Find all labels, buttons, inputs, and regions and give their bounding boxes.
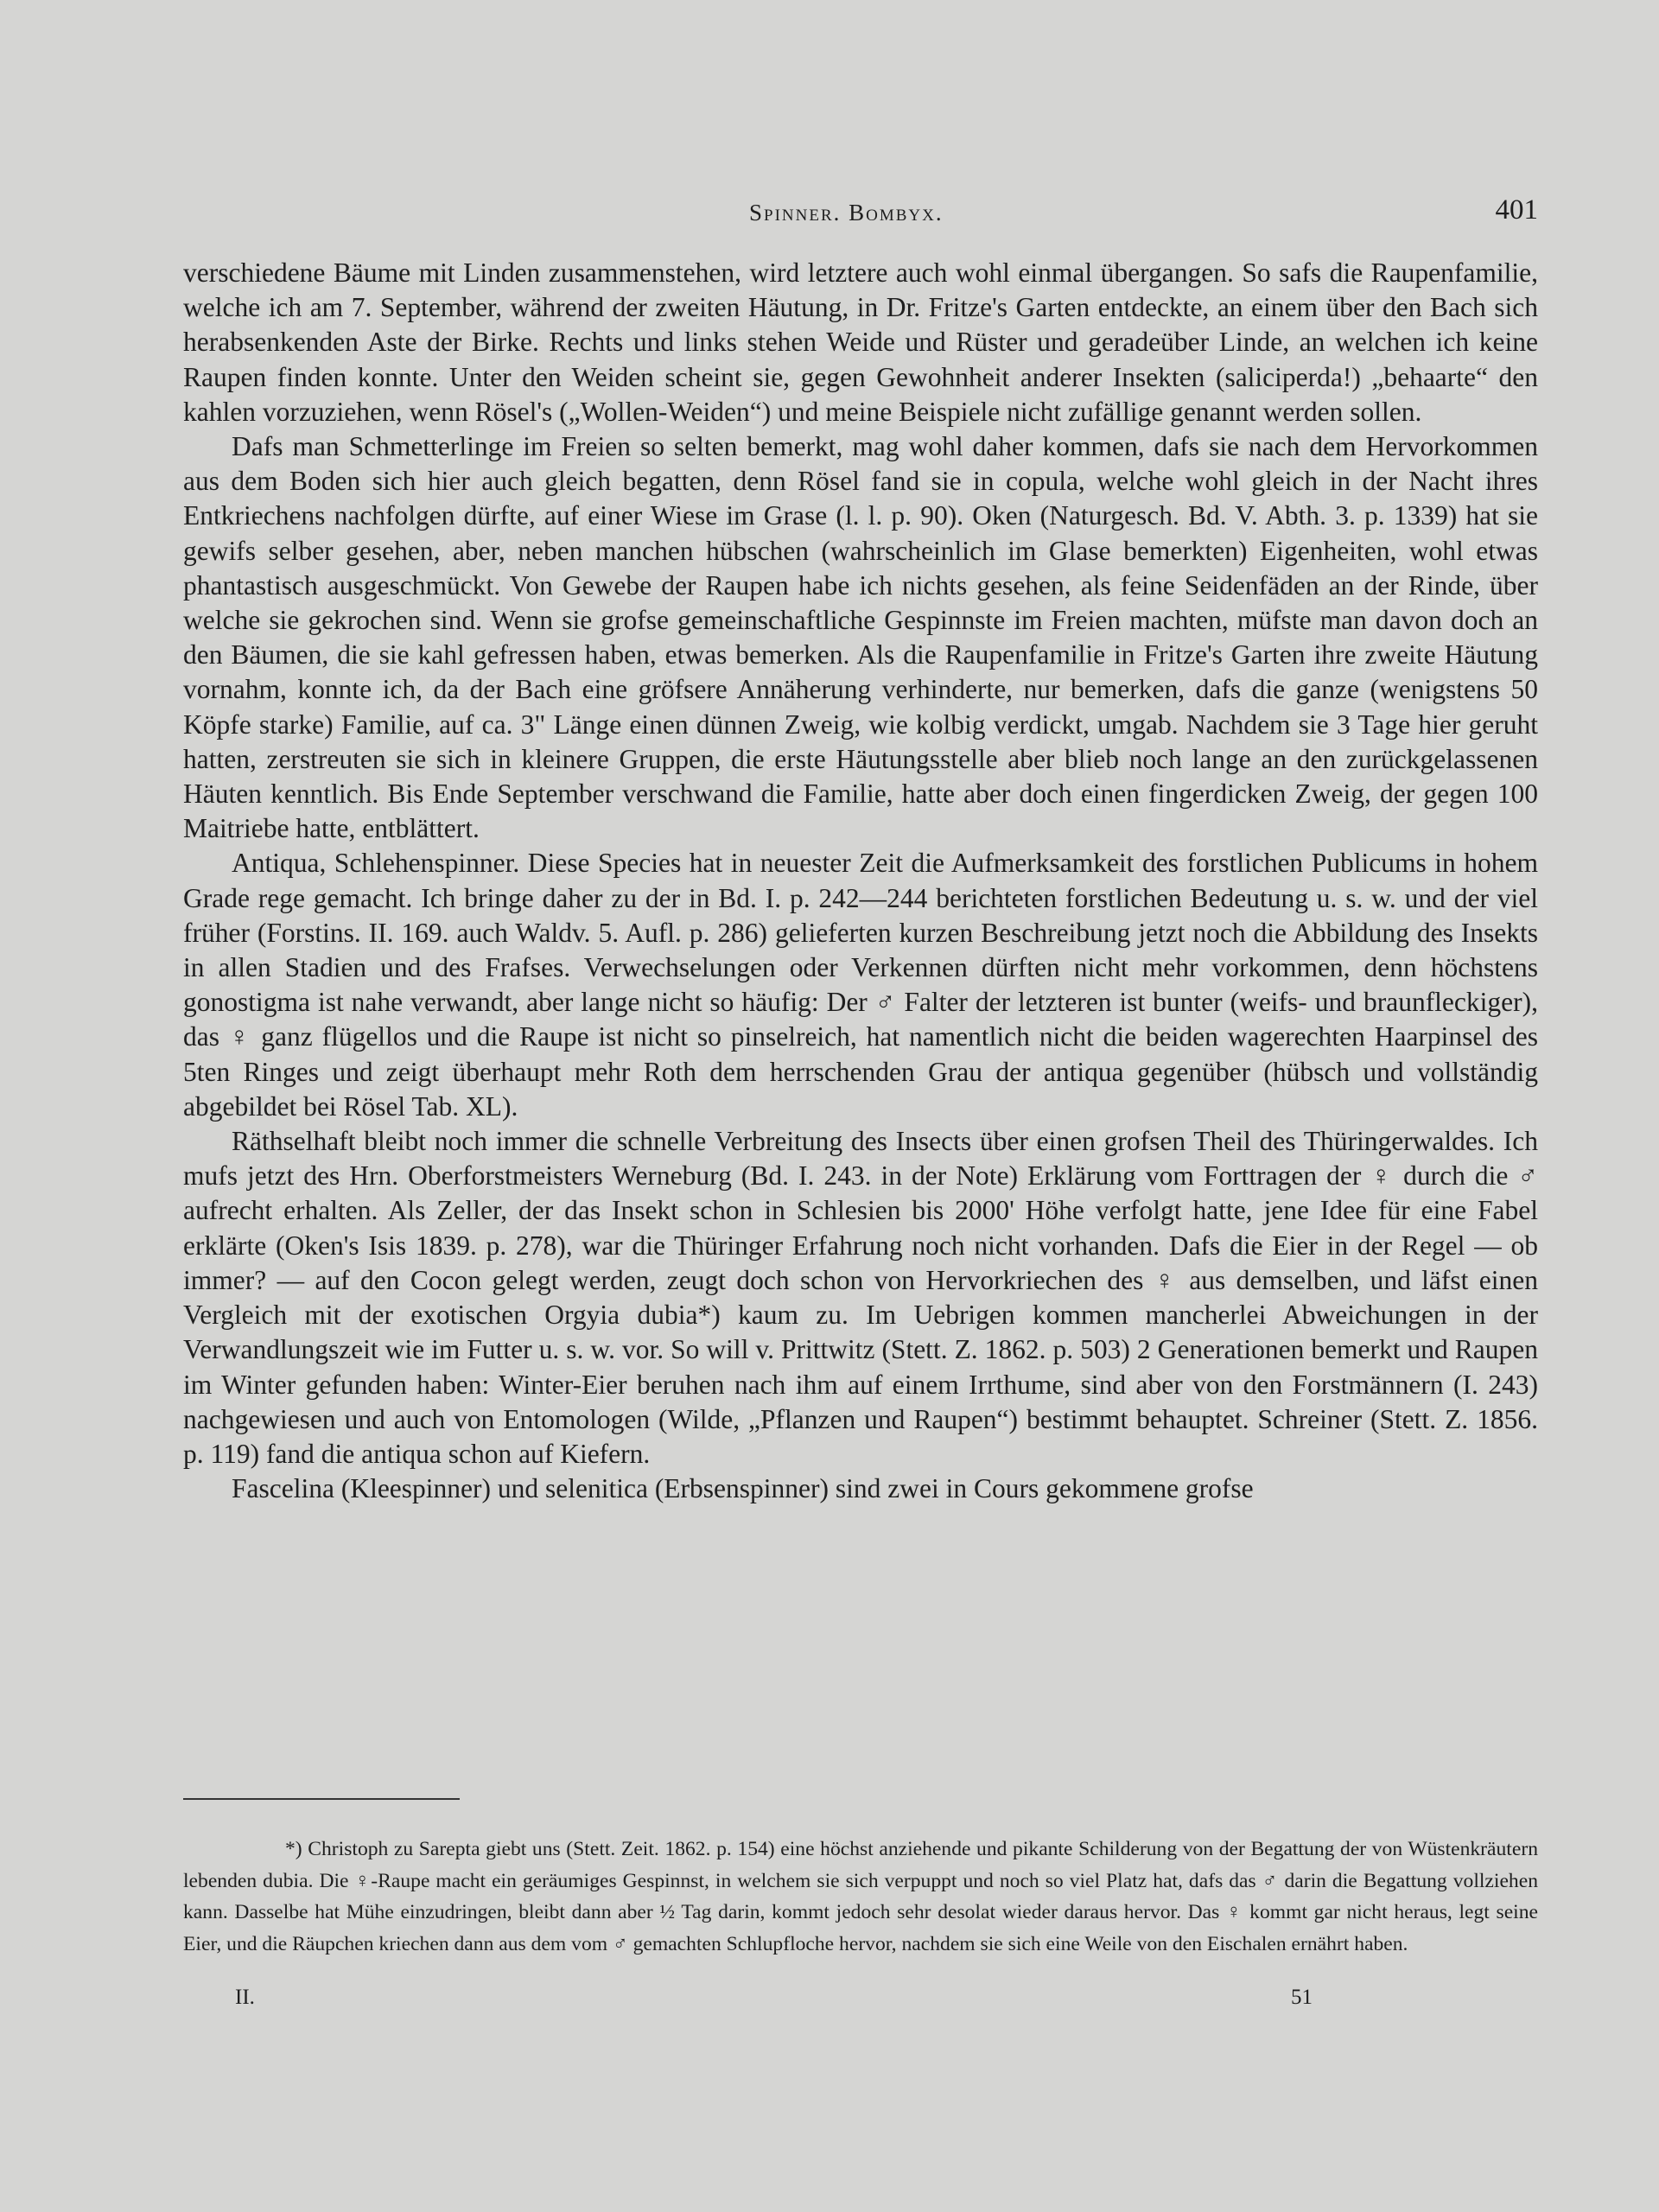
paragraph-observation: Dafs man Schmetterlinge im Freien so selten bemerkt, mag wohl daher kommen, dafs sie nach dem Hervorkommen aus dem Boden sich hier auch gleich begatten, denn Rösel fand sie in copula, welche wohl gleich in der Nacht ihres Entkriechens nachfolgen dürfte, auf einer Wiese im Grase (l. l. p. 90). Oken (Naturgesch. Bd. V. Abth. 3. p. 1339) hat sie gewifs selber gesehen, aber, neben manchen hübschen (wahrscheinlich im Glase bemerkten) Eigenheiten, wohl etwas phantastisch ausgeschmückt. Von Gewebe der Raupen habe ich nichts gesehen, als feine Seidenfäden an der Rinde, über welche sie gekrochen sind. Wenn sie grofse gemeinschaftliche Gespinnste im Freien machten, müfste man davon doch an den Bäumen, die sie kahl gefressen haben, etwas bemerken. Als die Raupenfamilie in Fritze's Garten ihre zweite Häutung vornahm, konnte ich, da der Bach eine gröfsere Annäherung verhinderte, nur bemerken, dafs die ganze (wenigstens 50 Köpfe starke) Familie, auf ca. 3" Länge einen dünnen Zweig, wie kolbig verdickt, umgab. Nachdem sie 3 Tage hier geruht hatten, zerstreuten sie sich in kleinere Gruppen, die erste Häutungsstelle aber blieb noch lange an den zurückgelassenen Häuten kenntlich. Bis Ende September verschwand die Familie, hatte aber doch einen fingerdicken Zweig, der gegen 100 Maitriebe hatte, entblättert. [183,431,1538,844]
sheet-signature: 51 [1291,1986,1313,2009]
running-title: Spinner. Bombyx. [749,200,944,226]
page-header [183,194,1538,232]
page-number: 401 [1495,194,1538,226]
paragraph-continued: verschiedene Bäume mit Linden zusammenstehen, wird letztere auch wohl einmal übergangen. So safs die Raupenfamilie, welche ich am 7. September, während der zweiten Häutung, in Dr. Fritze's Garten entdeckte, an einem über den Bach sich herabsenkenden Aste der Birke. Rechts und links stehen Weide und Rüster und geradeüber Linde, an welchen ich keine Raupen finden konnte. Unter den Weiden scheint sie, gegen Gewohnheit anderer Insekten (saliciperda!) „behaarte“ den kahlen vorzuziehen, wenn Rösel's („Wollen-Weiden“) und meine Beispiele nicht zufällige genannt werden sollen. [183,257,1538,427]
page-footer [183,1986,1538,2017]
paragraph-fascelina: Fascelina (Kleespinner) und selenitica (Erbsenspinner) sind zwei in Cours gekommene grofse [232,1473,1254,1504]
footnote-divider [183,1798,460,1800]
body-text [183,256,1538,1506]
footnote: *) Christoph zu Sarepta giebt uns (Stett. Zeit. 1862. p. 154) eine höchst anziehende und pikante Schilderung von der Begattung der von Wüstenkräutern lebenden dubia. Die ♀-Raupe macht ein geräumiges Gespinnst, in welchem sie sich verpuppt und noch so viel Platz hat, dafs das ♂ darin die Begattung vollziehen kann. Dasselbe hat Mühe einzudringen, bleibt dann aber ½ Tag darin, kommt jedoch sehr desolat wieder daraus hervor. Das ♀ kommt gar nicht heraus, legt seine Eier, und die Räupchen kriechen dann aus dem vom ♂ gemachten Schlupfloche hervor, nachdem sie sich eine Weile von den Eischalen ernährt haben. [183,1838,1538,1955]
paragraph-spread: Räthselhaft bleibt noch immer die schnelle Verbreitung des Insects über einen grofsen Theil des Thüringerwaldes. Ich mufs jetzt des Hrn. Oberforstmeisters Werneburg (Bd. I. 243. in der Note) Erklärung vom Forttragen der ♀ durch die ♂ aufrecht erhalten. Als Zeller, der das Insekt schon in Schlesien bis 2000' Höhe verfolgt hatte, jene Idee für eine Fabel erklärte (Oken's Isis 1839. p. 278), war die Thüringer Erfahrung noch nicht vorhanden. Dafs die Eier in der Regel — ob immer? — auf den Cocon gelegt werden, zeugt doch schon von Hervorkriechen des ♀ aus demselben, und läfst einen Vergleich mit der exotischen Orgyia dubia*) kaum zu. Im Uebrigen kommen mancherlei Abweichungen in der Verwandlungszeit wie im Futter u. s. w. vor. So will v. Prittwitz (Stett. Z. 1862. p. 503) 2 Generationen bemerkt und Raupen im Winter gefunden haben: Winter-Eier beruhen nach ihm auf einem Irrthume, sind aber von den Forstmännern (I. 243) nachgewiesen und auch von Entomologen (Wilde, „Pflanzen und Raupen“) bestimmt behauptet. Schreiner (Stett. Z. 1856. p. 119) fand die antiqua schon auf Kiefern. [183,1126,1538,1469]
paragraph-antiqua: Antiqua, Schlehenspinner. Diese Species hat in neuester Zeit die Aufmerksamkeit des forstlichen Publicums in hohem Grade rege gemacht. Ich bringe daher zu der in Bd. I. p. 242—244 berichteten forstlichen Bedeutung u. s. w. und der viel früher (Forstins. II. 169. auch Waldv. 5. Aufl. p. 286) gelieferten kurzen Beschreibung jetzt noch die Abbildung des Insekts in allen Stadien und des Frafses. Verwechselungen oder Verkennen dürften nicht mehr vorkommen, denn höchstens gonostigma ist nahe verwandt, aber lange nicht so häufig: Der ♂ Falter der letzteren ist bunter (weifs- und braunfleckiger), das ♀ ganz flügellos und die Raupe ist nicht so pinselreich, hat namentlich nicht die beiden wagerechten Haarpinsel des 5ten Ringes und zeigt überhaupt mehr Roth dem herrschenden Grau der antiqua gegenüber (hübsch und vollständig abgebildet bei Rösel Tab. XL). [183,848,1538,1122]
volume-mark: II. [235,1986,255,2009]
